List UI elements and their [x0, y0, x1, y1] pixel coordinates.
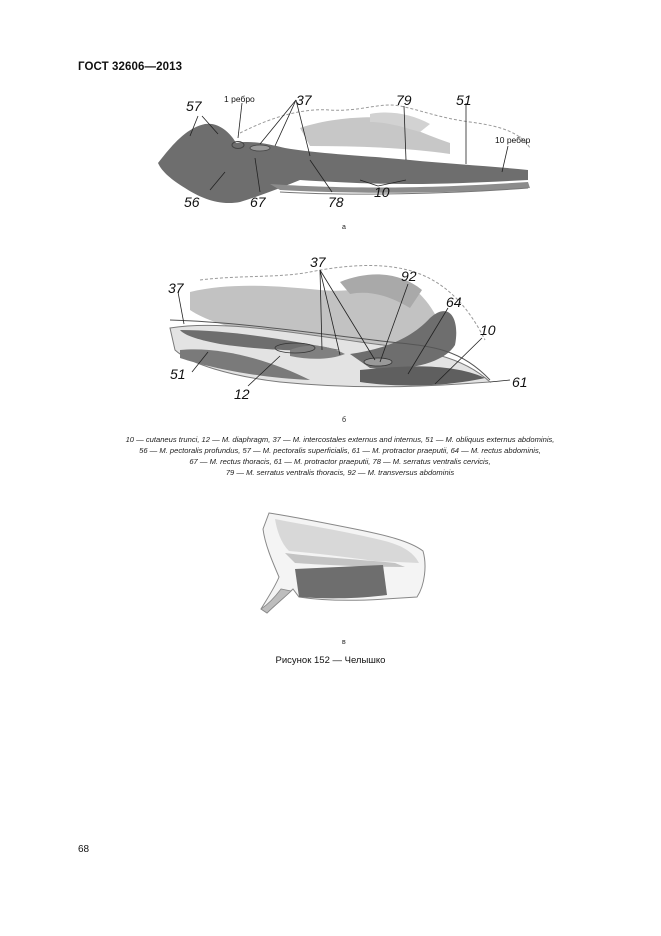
label-61: 61	[512, 374, 528, 390]
label-56: 56	[184, 194, 200, 210]
figure-b-sublabel: б	[342, 417, 347, 424]
label-10: 10	[374, 184, 390, 200]
page-number: 68	[78, 844, 90, 855]
figure-a	[150, 88, 550, 218]
figure-legend	[60, 434, 620, 478]
figure-b	[160, 250, 540, 410]
label-57: 57	[186, 98, 202, 114]
label-92: 92	[401, 268, 417, 284]
label-64: 64	[446, 294, 462, 310]
legend-line-1: 10 — cutaneus trunci, 12 — M. diaphragm, 37 — M. intercostales externus and internus, 51 — M. obliquus externus abdominis,	[125, 435, 555, 444]
label-37-left: 37	[168, 280, 184, 296]
legend-line-2: 56 — M. pectoralis profundus, 57 — M. pectoralis superficialis, 61 — M. protractor praeputii, 64 — M. rectus abdominis,	[139, 446, 541, 455]
figure-c-drawing	[255, 505, 435, 635]
figure-a-drawing	[150, 88, 550, 218]
label-37-top: 37	[310, 254, 326, 270]
legend-line-3: 67 — M. rectus thoracis, 61 — M. protractor praeputii, 78 — M. serratus ventralis cervicis,	[189, 457, 491, 466]
label-rib-10: 10 ребер	[495, 135, 531, 145]
standard-header: ГОСТ 32606—2013	[78, 61, 183, 73]
label-78: 78	[328, 194, 344, 210]
figure-c	[255, 505, 435, 635]
figure-c-sublabel: в	[342, 639, 346, 646]
label-67: 67	[250, 194, 266, 210]
label-rib-1: 1 ребро	[224, 94, 255, 104]
label-12: 12	[234, 386, 250, 402]
label-10: 10	[480, 322, 496, 338]
figure-caption: Рисунок 152 — Челышко	[275, 655, 386, 666]
label-51: 51	[170, 366, 186, 382]
label-79: 79	[396, 92, 412, 108]
legend-line-4: 79 — M. serratus ventralis thoracis, 92 — M. transversus abdominis	[225, 468, 455, 477]
figure-a-sublabel: а	[342, 224, 346, 231]
label-37: 37	[296, 92, 312, 108]
label-51: 51	[456, 92, 472, 108]
